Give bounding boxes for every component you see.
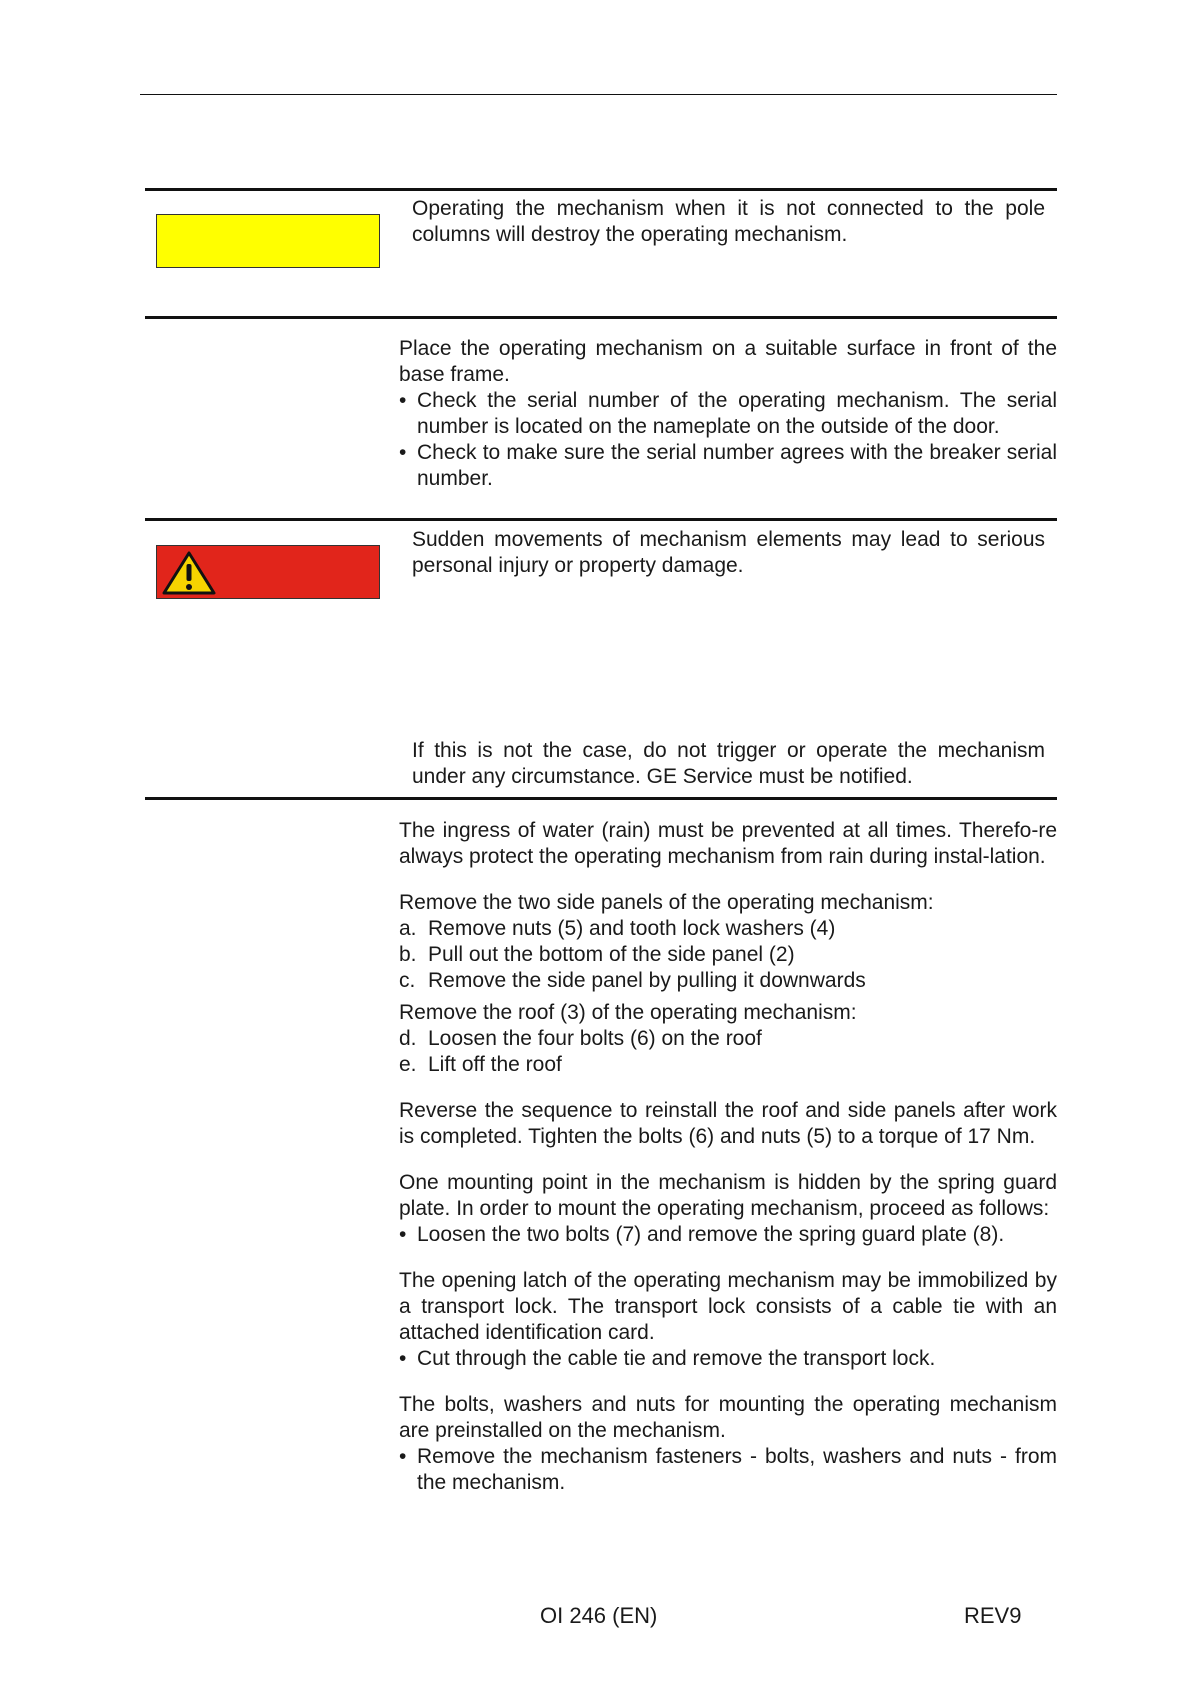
- list-item: • Cut through the cable tie and remove the transport lock.: [399, 1346, 1057, 1372]
- warning-text-block: [412, 527, 1045, 579]
- bolts-paragraph: The bolts, washers and nuts for mounting the operating mechanism are preinstalled on the mechanism.: [399, 1393, 1057, 1442]
- list-item: e. Lift off the roof: [399, 1053, 562, 1076]
- warning-triangle-icon: [161, 550, 217, 596]
- warning-text: Sudden movements of mechanism elements may lead to serious personal injury or property damage.: [412, 528, 1045, 577]
- header-rule: [140, 94, 1057, 95]
- list-item: d. Loosen the four bolts (6) on the roof: [399, 1027, 762, 1050]
- list-item: c. Remove the side panel by pulling it downwards: [399, 969, 866, 992]
- side-panels-intro: Remove the two side panels of the operating mechanism:: [399, 891, 934, 914]
- list-item: • Check the serial number of the operating mechanism. The serial number is located on the nameplate on the outside of the door.: [399, 388, 1057, 440]
- reverse-paragraph: Reverse the sequence to reinstall the roof and side panels after work is completed. Tighten the bolts (6) and nuts (5) to a torque of 17 Nm.: [399, 1099, 1057, 1148]
- list-item: • Remove the mechanism fasteners - bolts, washers and nuts - from the mechanism.: [399, 1444, 1057, 1496]
- notice-block: [412, 196, 1045, 248]
- notice-label-box: [156, 214, 380, 268]
- list-item: • Check to make sure the serial number agrees with the breaker serial number.: [399, 440, 1057, 492]
- section-divider: [145, 518, 1057, 521]
- warning-followup-text: If this is not the case, do not trigger or operate the mechanism under any circumstance. GE Service must be notified.: [412, 739, 1045, 788]
- list-item: a. Remove nuts (5) and tooth lock washers (4): [399, 917, 836, 940]
- list-item: • Loosen the two bolts (7) and remove the spring guard plate (8).: [399, 1222, 1057, 1248]
- footer-revision: REV9: [964, 1603, 1022, 1628]
- roof-intro: Remove the roof (3) of the operating mechanism:: [399, 1001, 857, 1024]
- instructions-block: [399, 818, 1057, 1496]
- latch-paragraph: The opening latch of the operating mechanism may be immobilized by a transport lock. The transport lock consists of a cable tie with an attached identification card.: [399, 1269, 1057, 1344]
- placement-intro: Place the operating mechanism on a suitable surface in front of the base frame.: [399, 337, 1057, 386]
- section-divider: [145, 797, 1057, 800]
- warning-label-box: [156, 545, 380, 599]
- mounting-point-paragraph: One mounting point in the mechanism is hidden by the spring guard plate. In order to mount the operating mechanism, proceed as follows:: [399, 1171, 1057, 1220]
- warning-followup-block: [412, 738, 1045, 790]
- notice-text: Operating the mechanism when it is not connected to the pole columns will destroy the operating mechanism.: [412, 197, 1045, 246]
- water-paragraph: The ingress of water (rain) must be prevented at all times. Therefo-re always protect the operating mechanism from rain during instal-lation.: [399, 819, 1057, 868]
- section-divider: [145, 188, 1057, 191]
- section-divider: [145, 316, 1057, 319]
- footer-doc-id: OI 246 (EN): [540, 1603, 658, 1628]
- list-item: b. Pull out the bottom of the side panel (2): [399, 943, 795, 966]
- placement-block: [399, 336, 1057, 492]
